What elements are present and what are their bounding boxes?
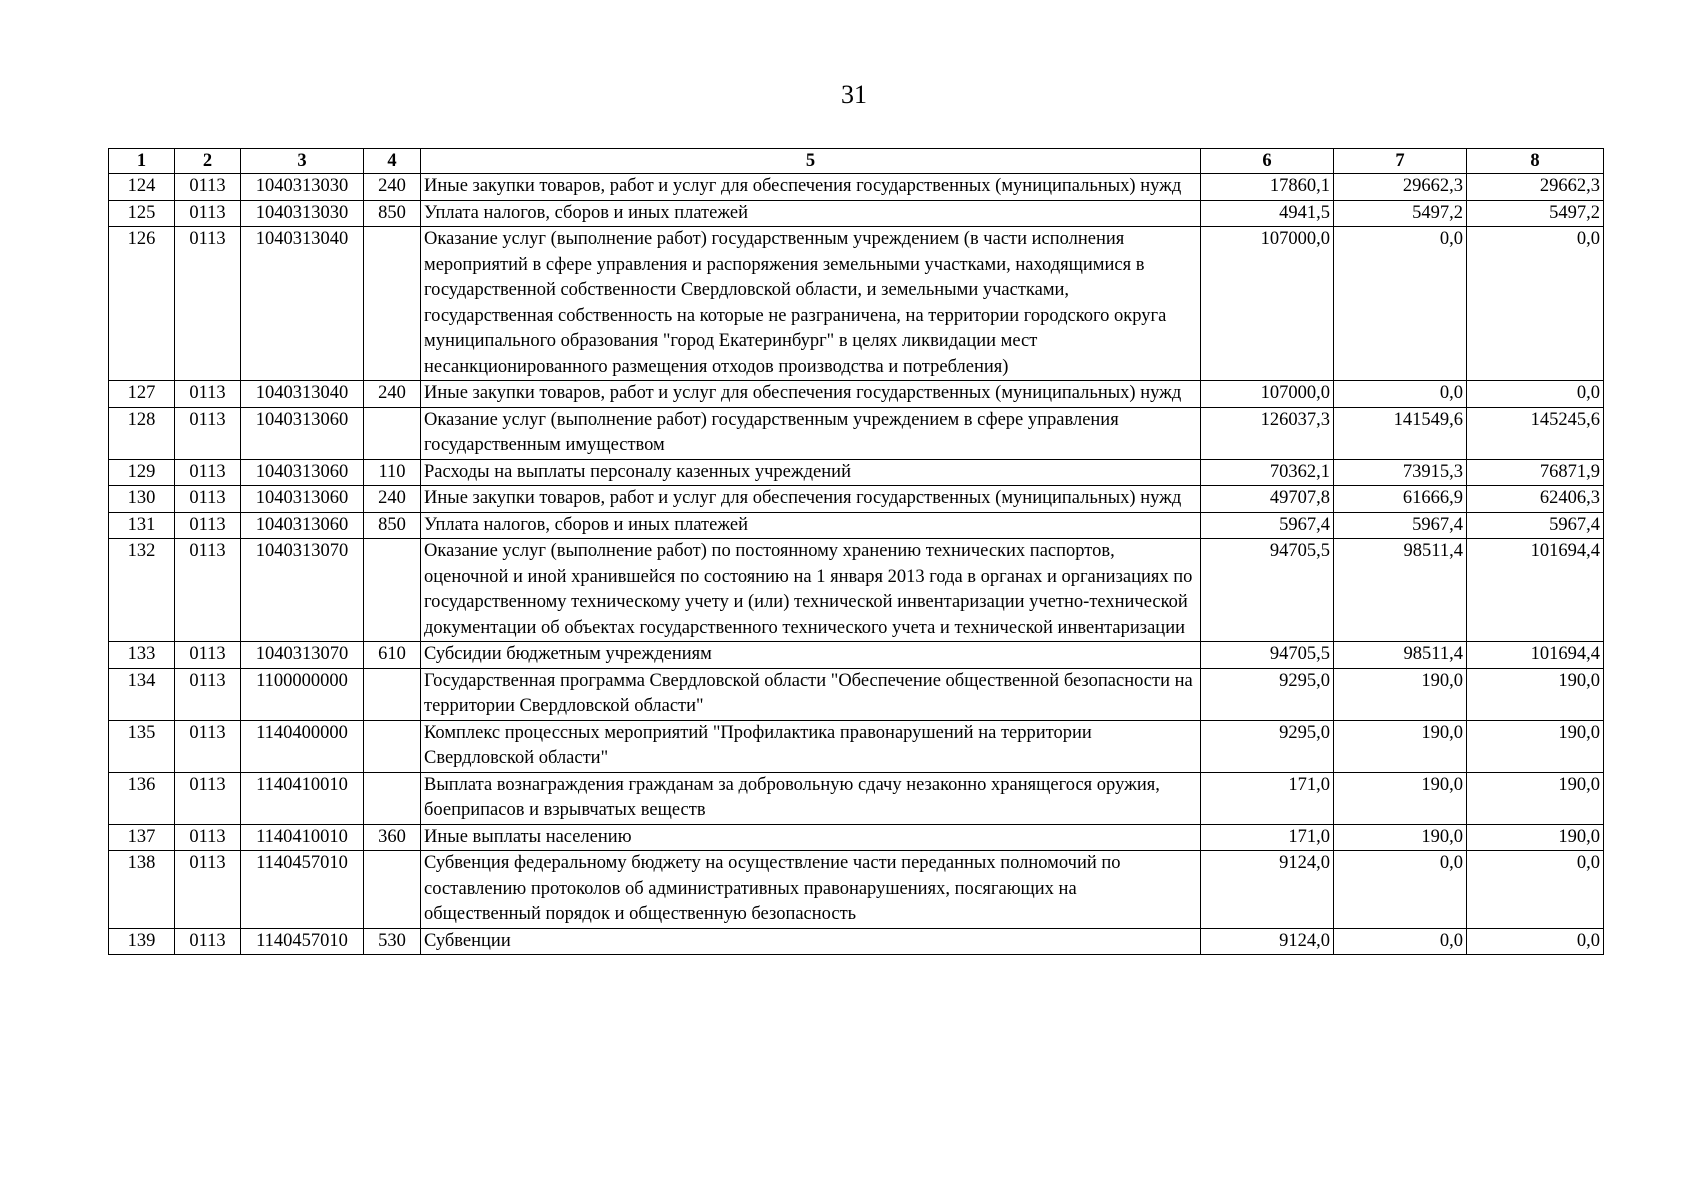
amount-col8-cell: 0,0 [1467, 851, 1604, 929]
row-number-cell: 135 [109, 720, 175, 772]
amount-col6-cell: 5967,4 [1201, 512, 1334, 539]
table-row [109, 381, 1604, 408]
target-code-cell: 1140457010 [241, 851, 364, 929]
description-cell: Субсидии бюджетным учреждениям [421, 642, 1201, 669]
expense-kind-cell: 850 [364, 512, 421, 539]
amount-col6-cell: 49707,8 [1201, 486, 1334, 513]
amount-col7-cell: 0,0 [1334, 851, 1467, 929]
target-code-cell: 1140457010 [241, 928, 364, 955]
section-code-cell: 0113 [175, 772, 241, 824]
amount-col8-cell: 101694,4 [1467, 539, 1604, 642]
description-cell: Уплата налогов, сборов и иных платежей [421, 200, 1201, 227]
expense-kind-cell [364, 772, 421, 824]
table-row [109, 459, 1604, 486]
column-header: 5 [421, 149, 1201, 174]
table-row [109, 642, 1604, 669]
row-number-cell: 137 [109, 824, 175, 851]
amount-col7-cell: 190,0 [1334, 772, 1467, 824]
amount-col7-cell: 73915,3 [1334, 459, 1467, 486]
target-code-cell: 1040313040 [241, 227, 364, 381]
expense-kind-cell [364, 539, 421, 642]
description-cell: Иные закупки товаров, работ и услуг для обеспечения государственных (муниципальных) нужд [421, 174, 1201, 201]
column-header: 6 [1201, 149, 1334, 174]
table-row [109, 720, 1604, 772]
target-code-cell: 1100000000 [241, 668, 364, 720]
column-header: 1 [109, 149, 175, 174]
column-header: 8 [1467, 149, 1604, 174]
section-code-cell: 0113 [175, 642, 241, 669]
row-number-cell: 124 [109, 174, 175, 201]
section-code-cell: 0113 [175, 851, 241, 929]
expense-kind-cell: 850 [364, 200, 421, 227]
description-cell: Оказание услуг (выполнение работ) государственным учреждением в сфере управления государственным имуществом [421, 407, 1201, 459]
target-code-cell: 1040313030 [241, 200, 364, 227]
description-cell: Иные выплаты населению [421, 824, 1201, 851]
table-row [109, 512, 1604, 539]
expense-kind-cell [364, 407, 421, 459]
row-number-cell: 132 [109, 539, 175, 642]
section-code-cell: 0113 [175, 486, 241, 513]
row-number-cell: 130 [109, 486, 175, 513]
expense-kind-cell: 240 [364, 486, 421, 513]
amount-col7-cell: 190,0 [1334, 668, 1467, 720]
amount-col8-cell: 0,0 [1467, 227, 1604, 381]
table-row [109, 407, 1604, 459]
amount-col8-cell: 101694,4 [1467, 642, 1604, 669]
amount-col6-cell: 94705,5 [1201, 642, 1334, 669]
expense-kind-cell [364, 227, 421, 381]
expense-kind-cell: 610 [364, 642, 421, 669]
target-code-cell: 1040313060 [241, 407, 364, 459]
section-code-cell: 0113 [175, 407, 241, 459]
description-cell: Государственная программа Свердловской области "Обеспечение общественной безопасности на территории Свердловской области" [421, 668, 1201, 720]
row-number-cell: 136 [109, 772, 175, 824]
target-code-cell: 1040313040 [241, 381, 364, 408]
description-cell: Комплекс процессных мероприятий "Профилактика правонарушений на территории Свердловской области" [421, 720, 1201, 772]
amount-col7-cell: 0,0 [1334, 928, 1467, 955]
amount-col6-cell: 17860,1 [1201, 174, 1334, 201]
amount-col8-cell: 76871,9 [1467, 459, 1604, 486]
table-row [109, 668, 1604, 720]
target-code-cell: 1140400000 [241, 720, 364, 772]
amount-col6-cell: 9295,0 [1201, 720, 1334, 772]
expense-kind-cell: 240 [364, 381, 421, 408]
amount-col7-cell: 98511,4 [1334, 539, 1467, 642]
expense-kind-cell [364, 851, 421, 929]
amount-col6-cell: 107000,0 [1201, 227, 1334, 381]
amount-col7-cell: 190,0 [1334, 824, 1467, 851]
target-code-cell: 1040313030 [241, 174, 364, 201]
amount-col6-cell: 107000,0 [1201, 381, 1334, 408]
section-code-cell: 0113 [175, 539, 241, 642]
description-cell: Оказание услуг (выполнение работ) по постоянному хранению технических паспортов, оценочной и иной хранившейся по состоянию на 1 января 2013 года в органах и организациях по государственному техническому учету и (или) технической инвентаризации учетно-технической документации об объектах государственного технического учета и технической инвентаризации [421, 539, 1201, 642]
section-code-cell: 0113 [175, 174, 241, 201]
section-code-cell: 0113 [175, 459, 241, 486]
table-row [109, 824, 1604, 851]
row-number-cell: 138 [109, 851, 175, 929]
amount-col8-cell: 29662,3 [1467, 174, 1604, 201]
table-row [109, 200, 1604, 227]
column-header: 7 [1334, 149, 1467, 174]
amount-col8-cell: 190,0 [1467, 720, 1604, 772]
table-row [109, 851, 1604, 929]
description-cell: Уплата налогов, сборов и иных платежей [421, 512, 1201, 539]
description-cell: Иные закупки товаров, работ и услуг для обеспечения государственных (муниципальных) нужд [421, 486, 1201, 513]
amount-col7-cell: 0,0 [1334, 227, 1467, 381]
description-cell: Оказание услуг (выполнение работ) государственным учреждением (в части исполнения мероприятий в сфере управления и распоряжения земельными участками, находящимися в государственной собственности Свердловской области, и земельными участками, государственная собственность на которые не разграничена, на территории городского округа муниципального образования "город Екатеринбург" в целях ликвидации мест несанкционированного размещения отходов производства и потребления) [421, 227, 1201, 381]
row-number-cell: 128 [109, 407, 175, 459]
budget-table [108, 148, 1604, 955]
target-code-cell: 1040313070 [241, 642, 364, 669]
amount-col6-cell: 4941,5 [1201, 200, 1334, 227]
amount-col8-cell: 190,0 [1467, 824, 1604, 851]
amount-col8-cell: 62406,3 [1467, 486, 1604, 513]
table-row [109, 227, 1604, 381]
amount-col8-cell: 5967,4 [1467, 512, 1604, 539]
column-header: 4 [364, 149, 421, 174]
row-number-cell: 139 [109, 928, 175, 955]
amount-col8-cell: 190,0 [1467, 772, 1604, 824]
table-row [109, 928, 1604, 955]
target-code-cell: 1040313070 [241, 539, 364, 642]
expense-kind-cell: 530 [364, 928, 421, 955]
amount-col6-cell: 9295,0 [1201, 668, 1334, 720]
row-number-cell: 131 [109, 512, 175, 539]
section-code-cell: 0113 [175, 720, 241, 772]
section-code-cell: 0113 [175, 200, 241, 227]
amount-col8-cell: 0,0 [1467, 381, 1604, 408]
amount-col6-cell: 171,0 [1201, 824, 1334, 851]
target-code-cell: 1140410010 [241, 772, 364, 824]
target-code-cell: 1040313060 [241, 459, 364, 486]
amount-col7-cell: 98511,4 [1334, 642, 1467, 669]
amount-col7-cell: 29662,3 [1334, 174, 1467, 201]
description-cell: Выплата вознаграждения гражданам за добровольную сдачу незаконно хранящегося оружия, боеприпасов и взрывчатых веществ [421, 772, 1201, 824]
target-code-cell: 1140410010 [241, 824, 364, 851]
description-cell: Субвенции [421, 928, 1201, 955]
amount-col6-cell: 94705,5 [1201, 539, 1334, 642]
target-code-cell: 1040313060 [241, 486, 364, 513]
expense-kind-cell: 240 [364, 174, 421, 201]
amount-col8-cell: 145245,6 [1467, 407, 1604, 459]
row-number-cell: 129 [109, 459, 175, 486]
table-header-row [109, 149, 1604, 174]
section-code-cell: 0113 [175, 227, 241, 381]
expense-kind-cell [364, 668, 421, 720]
table-row [109, 174, 1604, 201]
amount-col8-cell: 0,0 [1467, 928, 1604, 955]
description-cell: Расходы на выплаты персоналу казенных учреждений [421, 459, 1201, 486]
page-number: 31 [841, 80, 867, 109]
row-number-cell: 134 [109, 668, 175, 720]
column-header: 2 [175, 149, 241, 174]
section-code-cell: 0113 [175, 668, 241, 720]
amount-col7-cell: 141549,6 [1334, 407, 1467, 459]
amount-col7-cell: 5967,4 [1334, 512, 1467, 539]
amount-col6-cell: 9124,0 [1201, 928, 1334, 955]
section-code-cell: 0113 [175, 512, 241, 539]
row-number-cell: 133 [109, 642, 175, 669]
amount-col6-cell: 70362,1 [1201, 459, 1334, 486]
amount-col8-cell: 5497,2 [1467, 200, 1604, 227]
row-number-cell: 127 [109, 381, 175, 408]
row-number-cell: 125 [109, 200, 175, 227]
column-header: 3 [241, 149, 364, 174]
target-code-cell: 1040313060 [241, 512, 364, 539]
table-row [109, 539, 1604, 642]
amount-col7-cell: 0,0 [1334, 381, 1467, 408]
amount-col6-cell: 171,0 [1201, 772, 1334, 824]
row-number-cell: 126 [109, 227, 175, 381]
expense-kind-cell: 360 [364, 824, 421, 851]
description-cell: Иные закупки товаров, работ и услуг для обеспечения государственных (муниципальных) нужд [421, 381, 1201, 408]
amount-col7-cell: 5497,2 [1334, 200, 1467, 227]
expense-kind-cell [364, 720, 421, 772]
section-code-cell: 0113 [175, 824, 241, 851]
amount-col8-cell: 190,0 [1467, 668, 1604, 720]
amount-col7-cell: 61666,9 [1334, 486, 1467, 513]
description-cell: Субвенция федеральному бюджету на осуществление части переданных полномочий по составлению протоколов об административных правонарушениях, посягающих на общественный порядок и общественную безопасность [421, 851, 1201, 929]
amount-col6-cell: 126037,3 [1201, 407, 1334, 459]
section-code-cell: 0113 [175, 928, 241, 955]
table-row [109, 486, 1604, 513]
expense-kind-cell: 110 [364, 459, 421, 486]
table-body [109, 174, 1604, 955]
table-row [109, 772, 1604, 824]
amount-col6-cell: 9124,0 [1201, 851, 1334, 929]
section-code-cell: 0113 [175, 381, 241, 408]
amount-col7-cell: 190,0 [1334, 720, 1467, 772]
